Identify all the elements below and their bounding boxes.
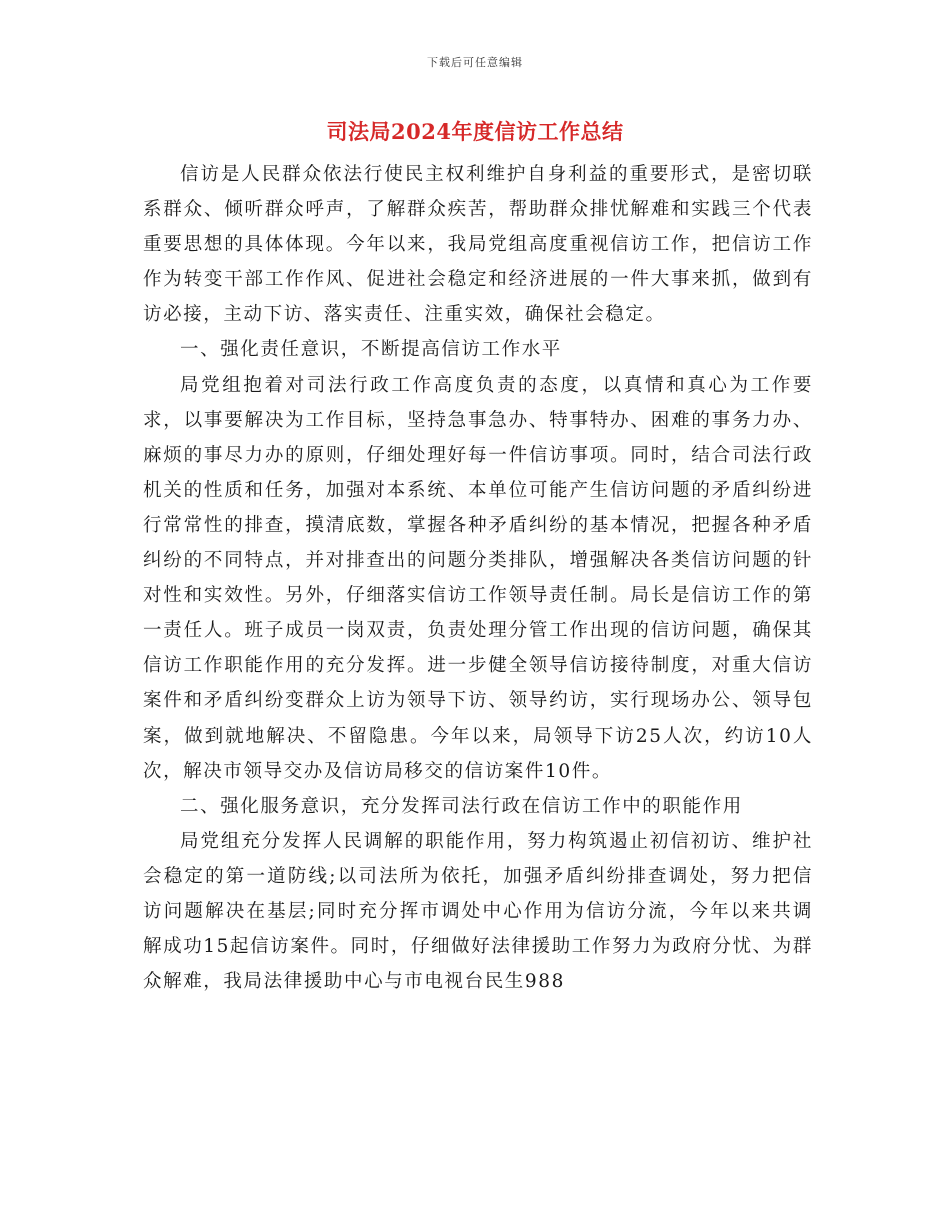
- paragraph-intro: 信访是人民群众依法行使民主权利维护自身利益的重要形式，是密切联系群众、倾听群众呼声，了解群众疾苦，帮助群众排忧解难和实践三个代表重要思想的具体体现。今年以来，我局党组高度重视信访工作，把信访工作作为转变干部工作作风、促进社会稳定和经济进展的一件大事来抓，做到有访必接，主动下访、落实责任、注重实效，确保社会稳定。: [143, 164, 813, 326]
- paragraph-section-2: 局党组充分发挥人民调解的职能作用，努力构筑遏止初信初访、维护社会稳定的第一道防线;以司法所为依托，加强矛盾纠纷排查调处，努力把信访问题解决在基层;同时充分挥市调处中心作用为信访分流，今年以来共调解成功15起信访案件。同时，仔细做好法律援助工作努力为政府分忧、为群众解难，我局法律援助中心与市电视台民生988: [143, 830, 813, 993]
- document-body: [143, 157, 813, 999]
- document-title: 司法局2024年度信访工作总结: [326, 119, 624, 144]
- paragraph-section-1: 局党组抱着对司法行政工作高度负责的态度，以真情和真心为工作要求，以事要解决为工作目标，坚持急事急办、特事特办、困难的事务力办、麻烦的事尽力办的原则，仔细处理好每一件信访事项。同时，结合司法行政机关的性质和任务，加强对本系统、本单位可能产生信访问题的矛盾纠纷进行常常性的排查，摸清底数，掌握各种矛盾纠纷的基本情况，把握各种矛盾纠纷的不同特点，并对排查出的问题分类排队，增强解决各类信访问题的针对性和实效性。另外，仔细落实信访工作领导责任制。局长是信访工作的第一责任人。班子成员一岗双责，负责处理分管工作出现的信访问题，确保其信访工作职能作用的充分发挥。进一步健全领导信访接待制度，对重大信访案件和矛盾纠纷变群众上访为领导下访、领导约访，实行现场办公、领导包案，做到就地解决、不留隐患。今年以来，局领导下访25人次，约访10人次，解决市领导交办及信访局移交的信访案件10件。: [143, 374, 813, 782]
- section-heading-2: 二、强化服务意识，充分发挥司法行政在信访工作中的职能作用: [180, 795, 743, 817]
- section-heading-1: 一、强化责任意识，不断提高信访工作水平: [180, 339, 562, 361]
- header-note: 下载后可任意编辑: [427, 56, 523, 69]
